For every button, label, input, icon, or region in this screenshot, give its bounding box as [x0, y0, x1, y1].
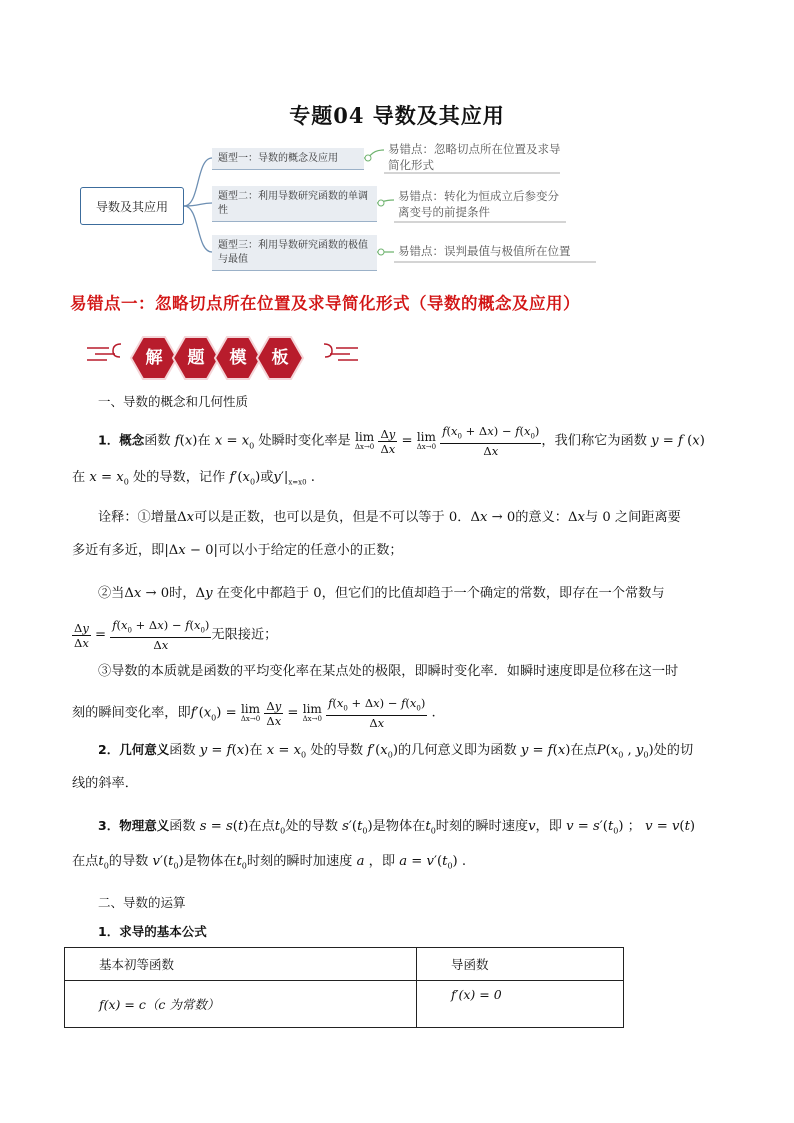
table-row [65, 981, 624, 1028]
item2-line1: 2．几何意义函数 y = f(x)在 $x = x_0$ 处的导数 $f'(x_0)$的几何意义即为函数 y = f(x)在点$P(x_0$ , $y_0$)处的切 [98, 742, 694, 760]
page-title: 专题04 导数及其应用 [289, 103, 505, 128]
derivative-formula-table [64, 947, 624, 1028]
note1-line2: 多近有多近，即|Δx − 0|可以小于给定的任意小的正数； [72, 543, 403, 558]
note3-line1: ③导数的本质就是函数的平均变化率在某点处的极限，即瞬时变化率．如瞬时速度即是位移在这一时 [98, 664, 679, 679]
table-header-row [65, 948, 624, 981]
item3-line2: 在点$t_0$的导数 $v'(t_0)$是物体在$t_0$时刻的瞬时加速度 a ，即 $a = v'(t_0)$ . [72, 854, 467, 871]
table-cell-derivative: f′(x) = 0 [417, 981, 624, 1028]
item1-line1: 1．概念函数 f(x)在 $x = x_0$ 处瞬时变化率是 lim Δx→0 $\frac{\Delta y}{\Delta x}$ = lim Δx→0 $\frac{f(x_0 + \Delta x) - f(x_0)}{\Delta x}$ ，我们称它为函数 y = f (x) [98, 424, 705, 459]
mindmap-type-3: 题型三：利用导数研究函数的极值与最值 [212, 235, 377, 271]
table-header-derivative: 导函数 [417, 948, 624, 981]
table-header-function: 基本初等函数 [65, 948, 417, 981]
note2-line2: $\frac{\Delta y}{\Delta x}$ = $\frac{f(x_0 + \Delta x) - f(x_0)}{\Delta x}$ 无限接近； [74, 618, 278, 653]
subheading-2: 二、导数的运算 [98, 895, 186, 910]
section-heading: 易错点一：忽略切点所在位置及求导简化形式（导数的概念及应用） [70, 294, 580, 313]
mindmap-error-3: 易错点：误判最值与极值所在位置 [398, 244, 571, 258]
mindmap-connectors [0, 0, 794, 280]
banner-char-1: 解 [145, 348, 163, 368]
subheading-1: 一、导数的概念和几何性质 [98, 394, 249, 409]
item2-label: 2．几何意义 [98, 742, 170, 757]
subheading-2-1: 1．求导的基本公式 [98, 924, 207, 939]
item3-label: 3．物理意义 [98, 818, 170, 833]
mindmap-root: 导数及其应用 [80, 187, 184, 225]
item1-label: 1．概念 [98, 432, 145, 448]
banner-char-3: 模 [229, 348, 247, 368]
item2-line2: 线的斜率． [72, 776, 138, 791]
note3-line2: 刻的瞬间变化率，即$f'(x_0) = \lim$ Δx→0 $\frac{\Delta y}{\Delta x}$ = lim Δx→0 $\frac{f(x_0 + \Delta x) - f(x_0)}{\Delta x}$ . [72, 696, 436, 731]
item1-line2: 在 $x = x_0$ 处的导数，记作 $f'(x_0)$或$y'|_{x=x0}$ . [72, 470, 315, 487]
table-cell-function: f(x) = c（c 为常数） [65, 981, 417, 1028]
note1-line1: 诠释：①增量Δx可以是正数，也可以是负，但是不可以等于 0．Δx → 0的意义：Δx与 0 之间距离要 [98, 510, 681, 525]
mindmap-error-1: 易错点：忽略切点所在位置及求导简化形式 [388, 142, 561, 172]
mindmap-type-1: 题型一：导数的概念及应用 [212, 148, 364, 170]
banner-char-4: 板 [271, 348, 289, 368]
mindmap-error-2: 易错点：转化为恒成立后参变分离变号的前提条件 [398, 189, 559, 219]
banner-char-2: 题 [187, 348, 205, 368]
mindmap-type-2: 题型二：利用导数研究函数的单调性 [212, 186, 377, 222]
note2-line1: ②当Δx → 0时，Δy 在变化中都趋于 0，但它们的比值却趋于一个确定的常数，即存在一个常数与 [98, 586, 665, 601]
item3-line1: 3．物理意义函数 s = s(t)在点$t_0$处的导数 $s'(t_0)$是物体在$t_0$时刻的瞬时速度v，即 $v = s'(t_0)$ ； v = v(t) [98, 818, 696, 836]
